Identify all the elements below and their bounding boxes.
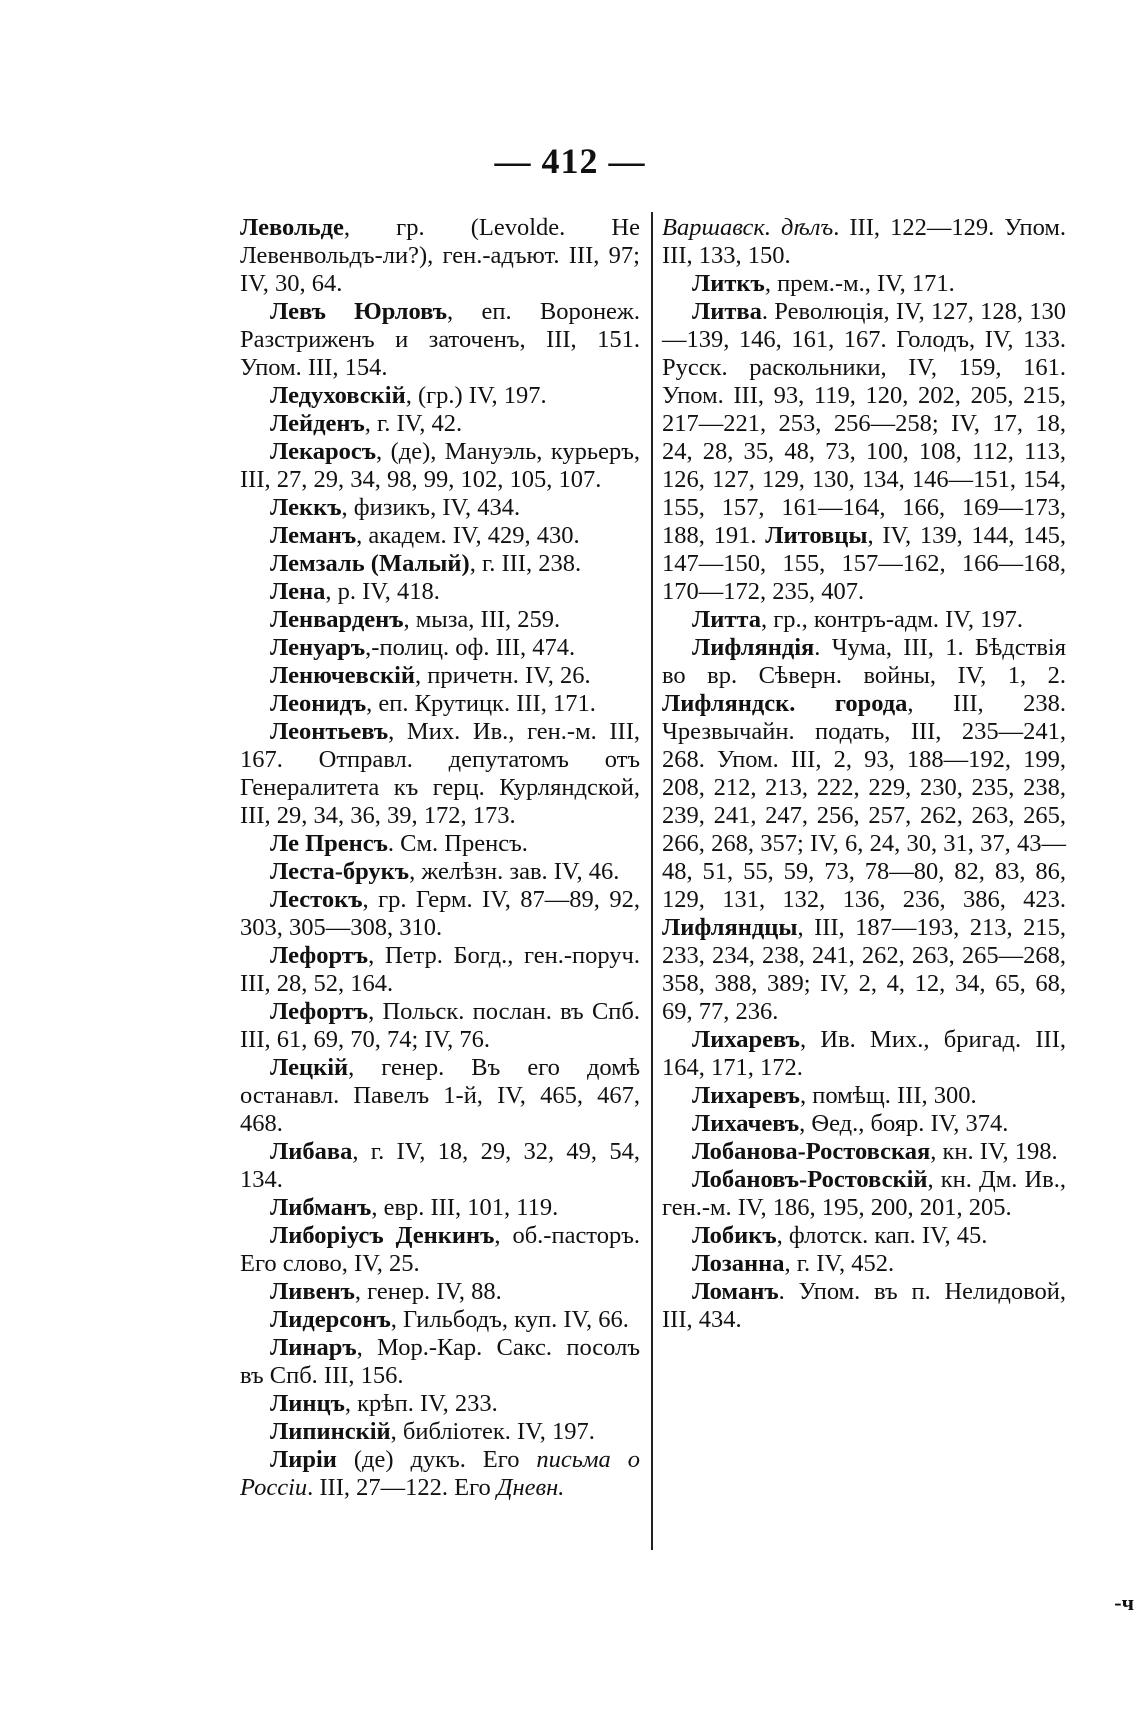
entry-text: . III, 27—122. Его [307, 1474, 497, 1501]
entry-text: , флотск. кап. IV, 45. [776, 1222, 988, 1249]
entry-italic-lead: Варшавск. дѣлъ [662, 214, 834, 241]
entry-text: , г. III, 238. [469, 550, 582, 577]
entry-text: , IV, 139, 144, 145, 147—150, 155, 157—162, 166—168, 170—172, 235, 407. [662, 522, 1067, 605]
index-entry [662, 1026, 1066, 1082]
entry-headword: Леманъ [270, 522, 357, 549]
index-entry [662, 1278, 1066, 1334]
entry-text: , (гр.) IV, 197. [405, 382, 547, 409]
index-entry [662, 270, 1066, 298]
index-entry [240, 1222, 640, 1278]
entry-headword: Лихачевъ [692, 1110, 800, 1137]
entry-headword: Литва [692, 298, 762, 325]
index-entry [240, 718, 640, 830]
entry-text: , р. IV, 418. [325, 578, 440, 605]
index-entry [662, 298, 1066, 606]
entry-text: , физикъ, IV, 434. [341, 494, 521, 521]
entry-headword: Лецкій [270, 1054, 349, 1081]
index-entry [240, 1138, 640, 1194]
entry-text: , Ив. Мих., бригад. III, 164, 171, 172. [662, 1026, 1066, 1081]
corner-mark: -ч [1114, 1590, 1134, 1615]
entry-text: , Петр. Богд., ген.-поруч. III, 28, 52, 164. [240, 942, 640, 997]
entry-text: , мыза, III, 259. [403, 606, 561, 633]
index-entry [662, 1166, 1066, 1222]
index-entry [240, 858, 640, 886]
entry-text: , гр. (Levolde. Не Левенвольдъ-ли?), ген.-адъют. III, 97; IV, 30, 64. [240, 214, 640, 297]
entry-text: , гр. Герм. IV, 87—89, 92, 303, 305—308, 310. [240, 886, 640, 941]
entry-headword: Ле Пренсъ [270, 830, 388, 857]
entry-headword: Лифляндск. города [662, 690, 908, 717]
entry-text: (де) дукъ. Его [336, 1446, 537, 1473]
page-number: — 412 — [494, 141, 646, 181]
index-entry [240, 690, 640, 718]
entry-text: , Ѳед., бояр. IV, 374. [799, 1110, 1009, 1137]
entry-headword: Лобанова-Ростовская [692, 1138, 931, 1165]
entry-headword: Ливенъ [270, 1278, 355, 1305]
index-entry [240, 578, 640, 606]
entry-headword: Лемзаль (Малый) [270, 550, 470, 577]
entry-headword: Лифляндія [692, 634, 815, 661]
index-entry [240, 494, 640, 522]
index-entry [240, 830, 640, 858]
entry-text: , Мор.-Кар. Сакс. посолъ въ Спб. III, 156. [240, 1334, 640, 1389]
entry-text: , Мих. Ив., ген.-м. III, 167. Отправл. депутатомъ отъ Генералитета къ герц. Курляндской, III, 29, 34, 36, 39, 172, 173. [240, 718, 640, 829]
entry-headword: Лена [270, 578, 326, 605]
index-entry [240, 522, 640, 550]
entry-italic: письма о Россіи [240, 1446, 640, 1501]
entry-headword: Леккъ [270, 494, 342, 521]
entry-headword: Лиріи [270, 1446, 337, 1473]
entry-text: . См. Пренсъ. [387, 830, 528, 857]
index-entry [240, 1334, 640, 1390]
index-entry [240, 410, 640, 438]
index-entry [240, 1446, 640, 1502]
entry-text: , помѣщ. III, 300. [799, 1082, 977, 1109]
entry-headword: Литовцы [765, 522, 868, 549]
entry-headword: Лидерсонъ [270, 1306, 391, 1333]
entry-headword: Лефортъ [270, 942, 369, 969]
entry-headword: Ломанъ [692, 1278, 779, 1305]
index-entry [240, 606, 640, 634]
entry-text: , генер. IV, 88. [354, 1278, 502, 1305]
entry-headword: Либманъ [270, 1194, 372, 1221]
entry-text: , кн. IV, 198. [930, 1138, 1058, 1165]
entry-headword: Литта [692, 606, 761, 633]
entry-headword: Лозанна [692, 1250, 785, 1277]
entry-headword: Лестокъ [270, 886, 363, 913]
index-entry [240, 1194, 640, 1222]
entry-text: , г. IV, 42. [364, 410, 463, 437]
entry-text: , Польск. послан. въ Спб. III, 61, 69, 70, 74; IV, 76. [240, 998, 640, 1053]
index-entry [240, 942, 640, 998]
entry-text: , гр., контръ-адм. IV, 197. [761, 606, 1023, 633]
entry-headword: Линаръ [270, 1334, 357, 1361]
entry-text: . III, 122—129. Упом. III, 133, 150. [662, 214, 1066, 269]
index-entry [240, 1306, 640, 1334]
index-entry [240, 1390, 640, 1418]
index-entry [240, 886, 640, 942]
entry-text: , г. IV, 18, 29, 32, 49, 54, 134. [240, 1138, 640, 1193]
entry-text: , прем.-м., IV, 171. [764, 270, 955, 297]
entry-headword: Либава [270, 1138, 353, 1165]
entry-headword: Лихаревъ [692, 1026, 800, 1053]
entry-headword: Ленварденъ [270, 606, 404, 633]
index-entry [662, 634, 1066, 1026]
entry-text: , об.-пасторъ. Его слово, IV, 25. [240, 1222, 640, 1277]
index-column-left [240, 214, 640, 1502]
index-entry [240, 634, 640, 662]
entry-text: . Упом. въ п. Нелидовой, III, 434. [662, 1278, 1066, 1333]
entry-text: , кн. Дм. Ив., ген.-м. IV, 186, 195, 200, 201, 205. [662, 1166, 1066, 1221]
entry-text: , библіотек. IV, 197. [390, 1418, 595, 1445]
index-entry [240, 438, 640, 494]
entry-headword: Лифляндцы [662, 914, 798, 941]
index-entry [240, 662, 640, 690]
index-column-right [662, 214, 1066, 1334]
entry-text: , г. IV, 452. [784, 1250, 895, 1277]
index-entry [240, 1278, 640, 1306]
entry-text: , академ. IV, 429, 430. [356, 522, 580, 549]
index-entry [662, 1110, 1066, 1138]
index-entry [240, 1418, 640, 1446]
entry-headword: Левъ Юрловъ [270, 298, 448, 325]
entry-headword: Линцъ [270, 1390, 345, 1417]
entry-headword: Лихаревъ [692, 1082, 800, 1109]
entry-text: . Чума, III, 1. Бѣдствія во вр. Сѣверн. войны, IV, 1, 2. [662, 634, 1066, 689]
column-divider [651, 212, 653, 1550]
entry-headword: Леонидъ [270, 690, 367, 717]
entry-text: , генер. Въ его домѣ останавл. Павелъ 1-й, IV, 465, 467, 468. [240, 1054, 640, 1137]
entry-italic: Дневн. [496, 1474, 565, 1501]
entry-text: , причетн. IV, 26. [415, 662, 591, 689]
entry-text: , еп. Крутицк. III, 171. [366, 690, 596, 717]
entry-headword: Лекаросъ [270, 438, 376, 465]
entry-text: , III, 238. Чрезвычайн. подать, III, 235—241, 268. Упом. III, 2, 93, 188—192, 199, 208, 212, 213, 222, 229, 230, 235, 238, 239, 241, 247, 256, 257, 262, 263, 265, 266, 268, 357; IV, 6, 24, 30, 31, 37, 43—48, 51, 55, 59, 73, 78—80, 82, 83, 86, 129, 131, 132, 136, 236, 386, 423. [662, 690, 1067, 913]
entry-headword: Леста-брукъ [270, 858, 410, 885]
entry-text: , Гильбодъ, куп. IV, 66. [390, 1306, 629, 1333]
entry-headword: Лефортъ [270, 998, 369, 1025]
entry-text: ,-полиц. оф. III, 474. [365, 634, 576, 661]
entry-text: . Революція, IV, 127, 128, 130—139, 146, 161, 167. Голодъ, IV, 133. Русск. раскольники, IV, 159, 161. Упом. III, 93, 119, 120, 202, 205, 215, 217—221, 253, 256—258; IV, 17, 18, 24, 28, 35, 48, 73, 100, 108, 112, 113, 126, 127, 129, 130, 134, 146—151, 154, 155, 157, 161—164, 166, 169—173, 188, 191. [662, 298, 1066, 549]
entry-text: , III, 187—193, 213, 215, 233, 234, 238, 241, 262, 263, 265—268, 358, 388, 389; IV, 2, 4, 12, 34, 65, 68, 69, 77, 236. [662, 914, 1066, 1025]
index-entry [240, 298, 640, 382]
index-entry [240, 998, 640, 1054]
entry-headword: Литкъ [692, 270, 765, 297]
entry-headword: Левольде [240, 214, 344, 241]
entry-headword: Либоріусъ Денкинъ [270, 1222, 495, 1249]
entry-headword: Ледуховскій [270, 382, 406, 409]
index-entry [240, 382, 640, 410]
entry-text: , (де), Мануэль, курьеръ, III, 27, 29, 34, 98, 99, 102, 105, 107. [240, 438, 640, 493]
index-entry [240, 550, 640, 578]
index-entry [662, 1250, 1066, 1278]
entry-text: , евр. III, 101, 119. [371, 1194, 559, 1221]
index-entry [240, 214, 640, 298]
entry-text: , крѣп. IV, 233. [344, 1390, 498, 1417]
entry-headword: Лейденъ [270, 410, 365, 437]
entry-headword: Ленуаръ [270, 634, 366, 661]
index-entry [662, 1138, 1066, 1166]
entry-text: , желѣзн. зав. IV, 46. [409, 858, 620, 885]
entry-headword: Лобановъ-Ростовскій [692, 1166, 928, 1193]
entry-headword: Леонтьевъ [270, 718, 389, 745]
entry-headword: Липинскій [270, 1418, 391, 1445]
index-entry [240, 1054, 640, 1138]
index-entry [662, 1222, 1066, 1250]
entry-text: , еп. Воронеж. Разстриженъ и заточенъ, III, 151. Упом. III, 154. [240, 298, 640, 381]
index-entry [662, 214, 1066, 270]
entry-headword: Ленючевскій [270, 662, 416, 689]
index-entry [662, 1082, 1066, 1110]
entry-headword: Лобикъ [692, 1222, 777, 1249]
index-entry [662, 606, 1066, 634]
